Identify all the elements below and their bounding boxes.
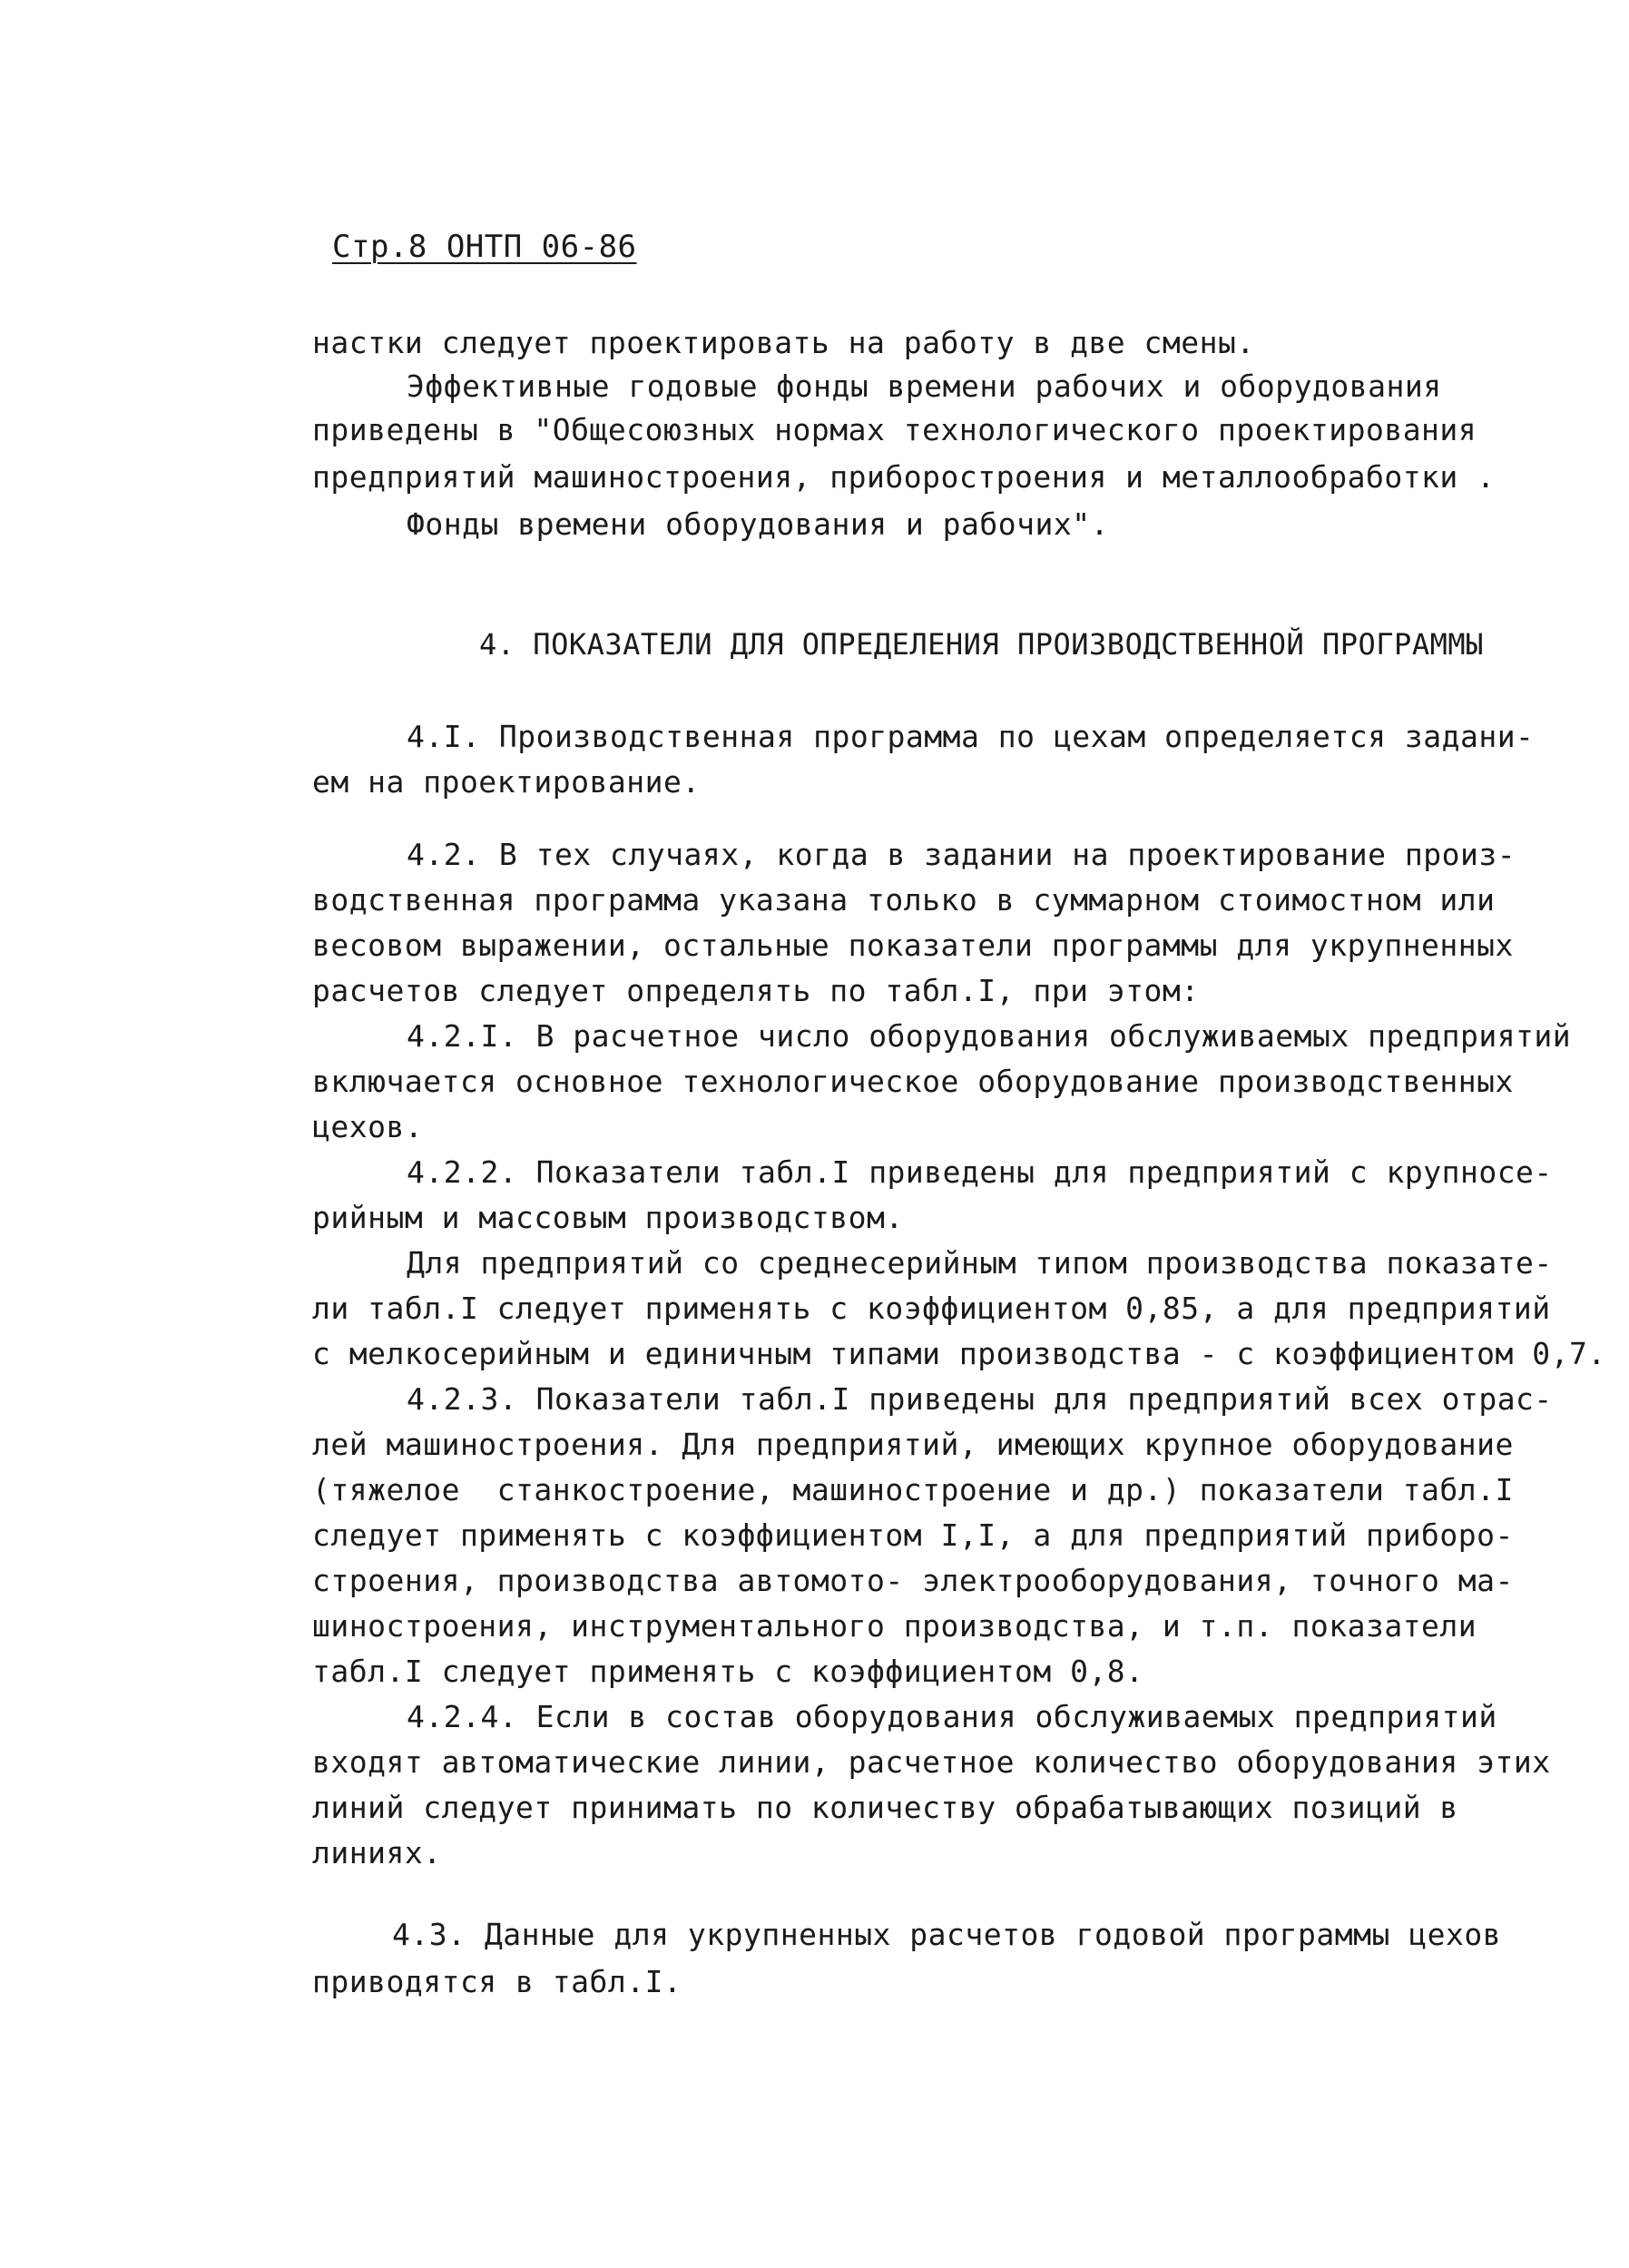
paragraph-4-2-2-line-2: рийным и массовым производством. <box>312 1200 904 1235</box>
section-title: 4. ПОКАЗАТЕЛИ ДЛЯ ОПРЕДЕЛЕНИЯ ПРОИЗВОДСТВЕННОЙ ПРОГРАММЫ <box>479 627 1484 662</box>
paragraph-4-2-4-line-4: линиях. <box>312 1835 442 1870</box>
paragraph-4-2-2-line-4: ли табл.I следует применять с коэффициентом 0,85, а для предприятий <box>312 1291 1551 1326</box>
paragraph-4-2-4-line-2: входят автоматические линии, расчетное количество оборудования этих <box>312 1744 1551 1780</box>
paragraph-4-2-4-line-1: 4.2.4. Если в состав оборудования обслуживаемых предприятий <box>407 1699 1497 1734</box>
paragraph-4-2-2-line-3: Для предприятий со среднесерийным типом производства показате- <box>407 1245 1553 1281</box>
paragraph-4-2-1-line-1: 4.2.I. В расчетное число оборудования обслуживаемых предприятий <box>407 1018 1572 1054</box>
paragraph-4-2-3-line-2: лей машиностроения. Для предприятий, имеющих крупное оборудование <box>312 1427 1514 1462</box>
paragraph-4-2-3-line-1: 4.2.3. Показатели табл.I приведены для предприятий всех отрас- <box>407 1381 1553 1417</box>
paragraph-4-1-line-2: ем на проектирование. <box>312 764 701 800</box>
paragraph-4-2-3-line-6: шиностроения, инструментального производства, и т.п. показатели <box>312 1608 1477 1644</box>
paragraph-4-2-3-line-4: следует применять с коэффициентом I,I, а для предприятий приборо- <box>312 1517 1514 1553</box>
intro-line-2: Эффективные годовые фонды времени рабочих и оборудования <box>407 368 1442 404</box>
paragraph-4-2-line-3: весовом выражении, остальные показатели программы для укрупненных <box>312 928 1514 963</box>
intro-line-3: приведены в "Общесоюзных нормах технологического проектирования <box>312 412 1477 447</box>
paragraph-4-1-line-1: 4.I. Производственная программа по цехам определяется задани- <box>407 719 1535 754</box>
paragraph-4-2-1-line-3: цехов. <box>312 1109 424 1144</box>
intro-line-4: предприятий машиностроения, приборостроения и металлообработки . <box>312 459 1496 495</box>
paragraph-4-3-line-1: 4.3. Данные для укрупненных расчетов годовой программы цехов <box>392 1917 1502 1952</box>
paragraph-4-3-line-2: приводятся в табл.I. <box>312 1964 682 1999</box>
paragraph-4-2-3-line-5: строения, производства автомото- электрооборудования, точного ма- <box>312 1563 1514 1598</box>
paragraph-4-2-line-1: 4.2. В тех случаях, когда в задании на проектирование произ- <box>407 837 1516 872</box>
intro-line-1: настки следует проектировать на работу в две смены. <box>312 325 1255 360</box>
intro-line-5: Фонды времени оборудования и рабочих". <box>407 506 1109 542</box>
paragraph-4-2-3-line-7: табл.I следует применять с коэффициентом 0,8. <box>312 1654 1144 1689</box>
page-header: Стр.8 ОНТП 06-86 <box>332 229 637 265</box>
paragraph-4-2-3-line-3: (тяжелое станкостроение, машиностроение и др.) показатели табл.I <box>312 1472 1514 1507</box>
paragraph-4-2-4-line-3: линий следует принимать по количеству обрабатывающих позиций в <box>312 1790 1458 1825</box>
paragraph-4-2-1-line-2: включается основное технологическое оборудование производственных <box>312 1064 1514 1099</box>
paragraph-4-2-2-line-1: 4.2.2. Показатели табл.I приведены для предприятий с крупносе- <box>407 1154 1553 1190</box>
paragraph-4-2-line-4: расчетов следует определять по табл.I, при этом: <box>312 973 1200 1008</box>
paragraph-4-2-2-line-5: с мелкосерийным и единичным типами производства - с коэффициентом 0,7. <box>312 1336 1606 1371</box>
paragraph-4-2-line-2: водственная программа указана только в суммарном стоимостном или <box>312 882 1496 918</box>
